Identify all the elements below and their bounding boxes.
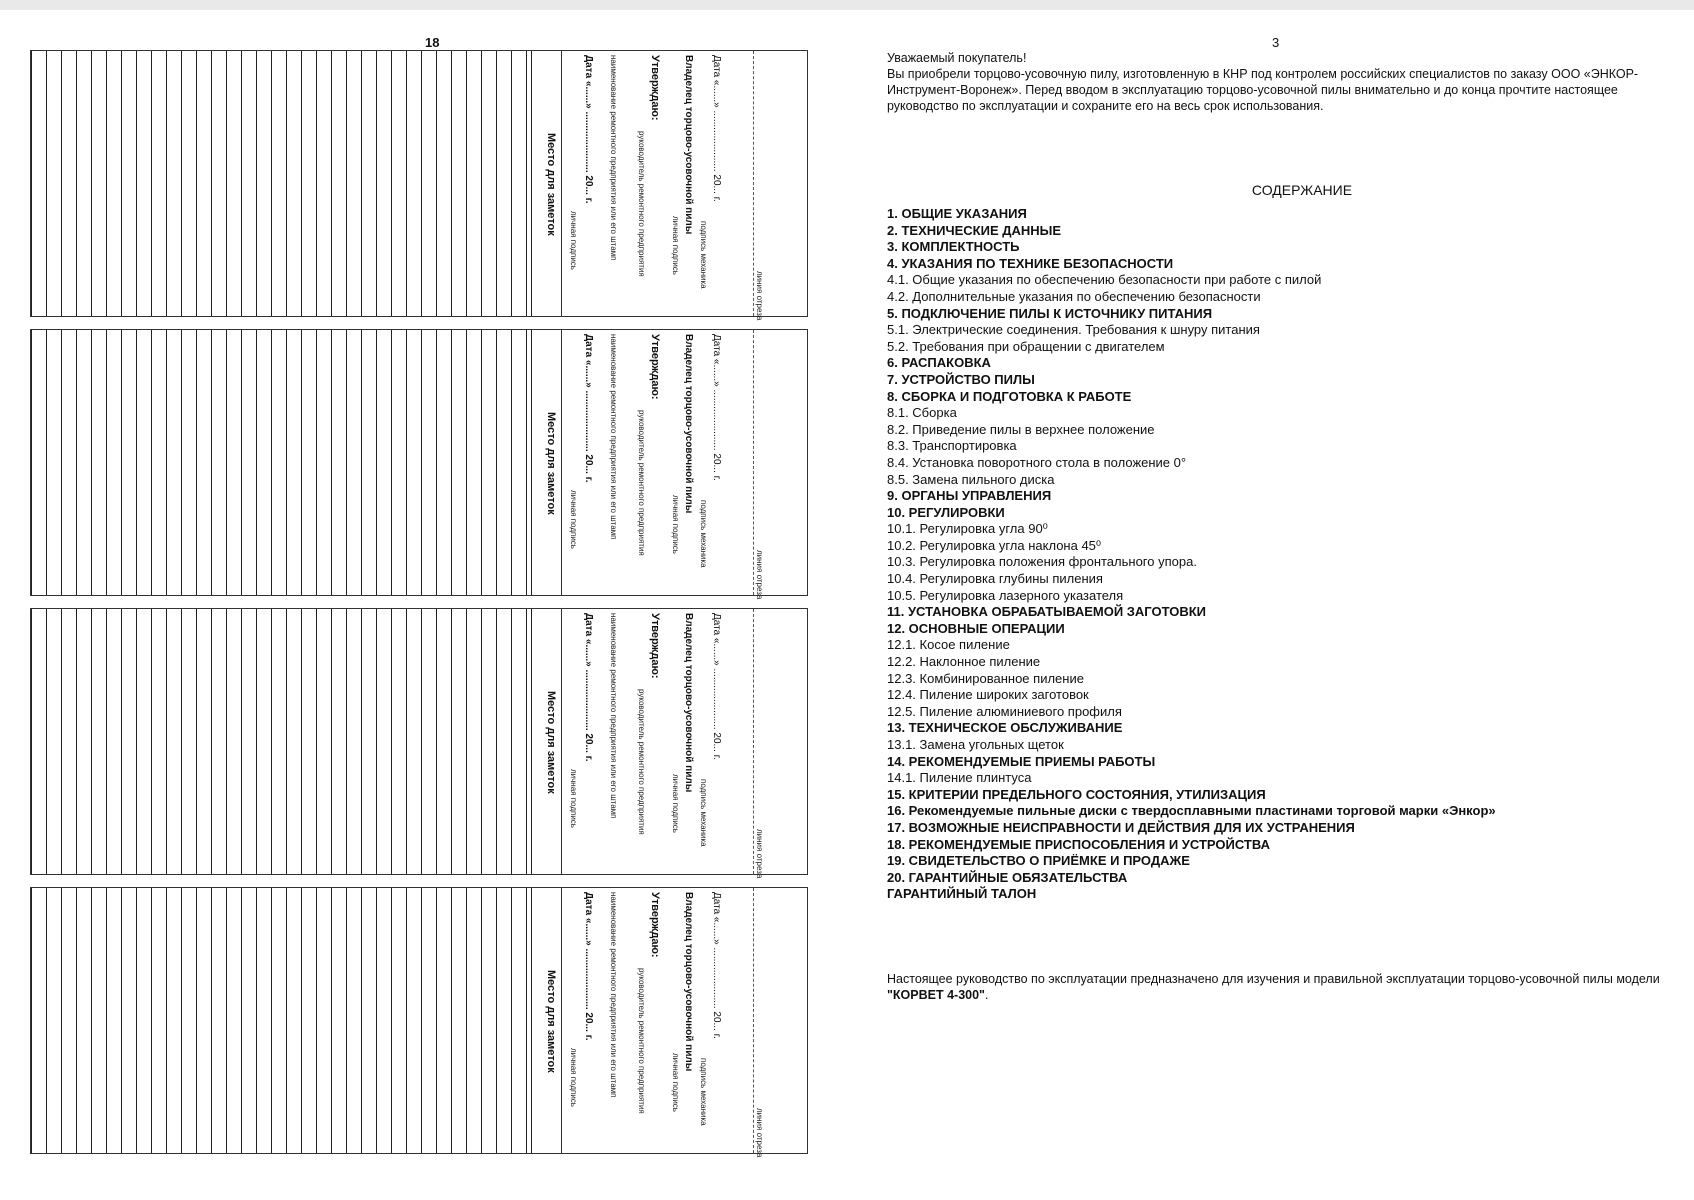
owner-text: Владелец торцово-усовочной пилы [683, 55, 694, 235]
ruled-lines-border [531, 51, 532, 316]
toc-item: 8.3. Транспортировка [887, 438, 1017, 454]
date-line-1: Дата «......» ...................... 20... г. [711, 55, 722, 202]
owner-text: Владелец торцово-усовочной пилы [683, 334, 694, 514]
toc-item: 14. РЕКОМЕНДУЕМЫЕ ПРИЕМЫ РАБОТЫ [887, 753, 1156, 769]
cut-line-label: линия отреза [755, 829, 764, 879]
footer-end: . [985, 987, 989, 1002]
toc-item: 12.5. Пиление алюминиевого профиля [887, 703, 1122, 719]
approved-label: Утверждаю: [649, 613, 661, 679]
toc-item: 8. СБОРКА И ПОДГОТОВКА К РАБОТЕ [887, 388, 1132, 404]
mechanic-signature: подпись механика [699, 1058, 708, 1126]
toc-item: 18. РЕКОМЕНДУЕМЫЕ ПРИСПОСОБЛЕНИЯ И УСТРОЙСТВА [887, 836, 1270, 852]
notes-label: Место для заметок [545, 412, 557, 515]
repair-head-label: руководитель ремонтного предприятия [637, 131, 646, 277]
table-of-contents [887, 206, 1677, 903]
repair-name-label: наименование ремонтного предприятия или его штамп [609, 613, 618, 819]
personal-signature: личная подпись [671, 1053, 680, 1112]
repair-head-label: руководитель ремонтного предприятия [637, 689, 646, 835]
personal-signature-2: личная подпись [569, 211, 578, 270]
toc-item: 13. ТЕХНИЧЕСКОЕ ОБСЛУЖИВАНИЕ [887, 720, 1123, 736]
cut-line-label: линия отреза [755, 550, 764, 600]
ruled-lines [31, 51, 531, 316]
notes-label: Место для заметок [545, 133, 557, 236]
repair-name-label: наименование ремонтного предприятия или его штамп [609, 55, 618, 261]
toc-item: 11. УСТАНОВКА ОБРАБАТЫВАЕМОЙ ЗАГОТОВКИ [887, 604, 1207, 620]
toc-item: 5. ПОДКЛЮЧЕНИЕ ПИЛЫ К ИСТОЧНИКУ ПИТАНИЯ [887, 305, 1213, 321]
toc-title: СОДЕРЖАНИЕ [1251, 182, 1353, 198]
footer-note [887, 971, 1677, 1003]
approved-label: Утверждаю: [649, 892, 661, 958]
toc-item: 4. УКАЗАНИЯ ПО ТЕХНИКЕ БЕЗОПАСНОСТИ [887, 255, 1174, 271]
owner-label [683, 55, 694, 234]
toc-item: 10.3. Регулировка положения фронтального упора. [887, 554, 1197, 570]
approved-label: Утверждаю: [649, 334, 661, 400]
toc-item: 8.1. Сборка [887, 405, 957, 421]
date-line-2 [583, 334, 594, 483]
model-name: "КОРВЕТ 4-300" [887, 987, 985, 1002]
ruled-lines [31, 888, 531, 1153]
toc-item: 20. ГАРАНТИЙНЫЕ ОБЯЗАТЕЛЬСТВА [887, 869, 1128, 885]
toc-item: 12.4. Пиление широких заготовок [887, 687, 1089, 703]
toc-item: 10. РЕГУЛИРОВКИ [887, 504, 1005, 520]
cut-line-label: линия отреза [755, 1108, 764, 1158]
date-line-2 [583, 613, 594, 762]
owner-label [683, 334, 694, 513]
toc-item: 9. ОРГАНЫ УПРАВЛЕНИЯ [887, 488, 1052, 504]
column-divider [561, 330, 562, 595]
date-line-2 [583, 892, 594, 1041]
column-divider [561, 51, 562, 316]
date-2-text: Дата «......» ...................... 20... г. [583, 613, 594, 762]
ruled-lines [31, 609, 531, 874]
toc-item: 15. КРИТЕРИИ ПРЕДЕЛЬНОГО СОСТОЯНИЯ, УТИЛИЗАЦИЯ [887, 786, 1266, 802]
personal-signature: личная подпись [671, 774, 680, 833]
owner-text: Владелец торцово-усовочной пилы [683, 613, 694, 793]
mechanic-signature: подпись механика [699, 500, 708, 568]
toc-item: 12.3. Комбинированное пиление [887, 670, 1084, 686]
ruled-lines [31, 330, 531, 595]
left-page-number: 18 [425, 35, 440, 50]
repair-coupon [30, 329, 808, 600]
notes-label: Место для заметок [545, 691, 557, 794]
date-2-text: Дата «......» ...................... 20... г. [583, 892, 594, 1041]
approved-label: Утверждаю: [649, 55, 661, 121]
date-2-text: Дата «......» ...................... 20... г. [583, 334, 594, 483]
owner-label [683, 613, 694, 792]
toc-item: 17. ВОЗМОЖНЫЕ НЕИСПРАВНОСТИ И ДЕЙСТВИЯ ДЛЯ ИХ УСТРАНЕНИЯ [887, 819, 1355, 835]
toc-item: 2. ТЕХНИЧЕСКИЕ ДАННЫЕ [887, 222, 1062, 238]
notes-label: Место для заметок [545, 970, 557, 1073]
footer-text: Настоящее руководство по эксплуатации предназначено для изучения и правильной эксплуатации торцово-усовочной пилы модели [887, 971, 1660, 986]
right-page-number: 3 [1272, 35, 1280, 50]
cut-line-label: линия отреза [755, 271, 764, 321]
date-line-1: Дата «......» ...................... 20... г. [711, 892, 722, 1039]
toc-item: 7. УСТРОЙСТВО ПИЛЫ [887, 371, 1035, 387]
repair-coupon [30, 887, 808, 1158]
toc-item: 14.1. Пиление плинтуса [887, 770, 1032, 786]
ruled-lines-border [531, 330, 532, 595]
toc-item: 13.1. Замена угольных щеток [887, 737, 1064, 752]
personal-signature: личная подпись [671, 495, 680, 554]
repair-name-label: наименование ремонтного предприятия или его штамп [609, 892, 618, 1098]
toc-item: ГАРАНТИЙНЫЙ ТАЛОН [887, 886, 1037, 902]
toc-item: 10.1. Регулировка угла 90⁰ [887, 521, 1048, 537]
toc-item: 4.1. Общие указания по обеспечению безопасности при работе с пилой [887, 272, 1322, 288]
intro-paragraph: Вы приобрели торцово-усовочную пилу, изготовленную в КНР под контролем российских специалистов по заказу ООО «ЭНКОР-Инструмент-Воронеж». Перед вводом в эксплуатацию торцово-усовочной пилы внимательно и до конца прочтите настоящее руководство по эксплуатации и сохраните его на весь срок использования. [887, 67, 1639, 113]
toc-item: 8.4. Установка поворотного стола в положение 0° [887, 454, 1187, 470]
toc-item: 16. Рекомендуемые пильные диски с твердосплавными пластинами торговой марки «Энкор» [887, 803, 1496, 819]
personal-signature-2: личная подпись [569, 769, 578, 828]
right-page [887, 50, 1677, 1015]
viewer-top-edge [0, 0, 1694, 10]
toc-item: 19. СВИДЕТЕЛЬСТВО О ПРИЁМКЕ И ПРОДАЖЕ [887, 853, 1190, 869]
ruled-lines-border [531, 609, 532, 874]
column-divider [561, 609, 562, 874]
date-2-text: Дата «......» ...................... 20... г. [583, 55, 594, 204]
owner-label [683, 892, 694, 1071]
toc-item: 3. КОМПЛЕКТНОСТЬ [887, 239, 1020, 255]
date-line-1: Дата «......» ...................... 20... г. [711, 334, 722, 481]
toc-item: 12. ОСНОВНЫЕ ОПЕРАЦИИ [887, 620, 1065, 636]
toc-item: 4.2. Дополнительные указания по обеспечению безопасности [887, 288, 1261, 304]
personal-signature-2: личная подпись [569, 1048, 578, 1107]
column-divider [561, 888, 562, 1153]
repair-coupon [30, 50, 808, 321]
toc-item: 10.5. Регулировка лазерного указателя [887, 587, 1124, 603]
repair-head-label: руководитель ремонтного предприятия [637, 968, 646, 1114]
mechanic-signature: подпись механика [699, 779, 708, 847]
date-line-1: Дата «......» ...................... 20... г. [711, 613, 722, 760]
date-line-2 [583, 55, 594, 204]
mechanic-signature: подпись механика [699, 221, 708, 289]
toc-item: 6. РАСПАКОВКА [887, 355, 991, 371]
repair-head-label: руководитель ремонтного предприятия [637, 410, 646, 556]
toc-item: 12.1. Косое пиление [887, 637, 1010, 653]
toc-item: 8.2. Приведение пилы в верхнее положение [887, 421, 1155, 437]
repair-coupon [30, 608, 808, 879]
toc-item: 8.5. Замена пильного диска [887, 471, 1055, 487]
personal-signature: личная подпись [671, 216, 680, 275]
toc-item: 10.2. Регулировка угла наклона 45⁰ [887, 537, 1102, 553]
toc-item: 10.4. Регулировка глубины пиления [887, 571, 1103, 587]
greeting: Уважаемый покупатель! [887, 51, 1027, 65]
toc-item: 1. ОБЩИЕ УКАЗАНИЯ [887, 206, 1027, 221]
personal-signature-2: личная подпись [569, 490, 578, 549]
toc-item: 12.2. Наклонное пиление [887, 654, 1041, 670]
owner-text: Владелец торцово-усовочной пилы [683, 892, 694, 1072]
ruled-lines-border [531, 888, 532, 1153]
toc-item: 5.2. Требования при обращении с двигателем [887, 338, 1165, 354]
toc-item: 5.1. Электрические соединения. Требования к шнуру питания [887, 322, 1260, 338]
repair-name-label: наименование ремонтного предприятия или его штамп [609, 334, 618, 540]
